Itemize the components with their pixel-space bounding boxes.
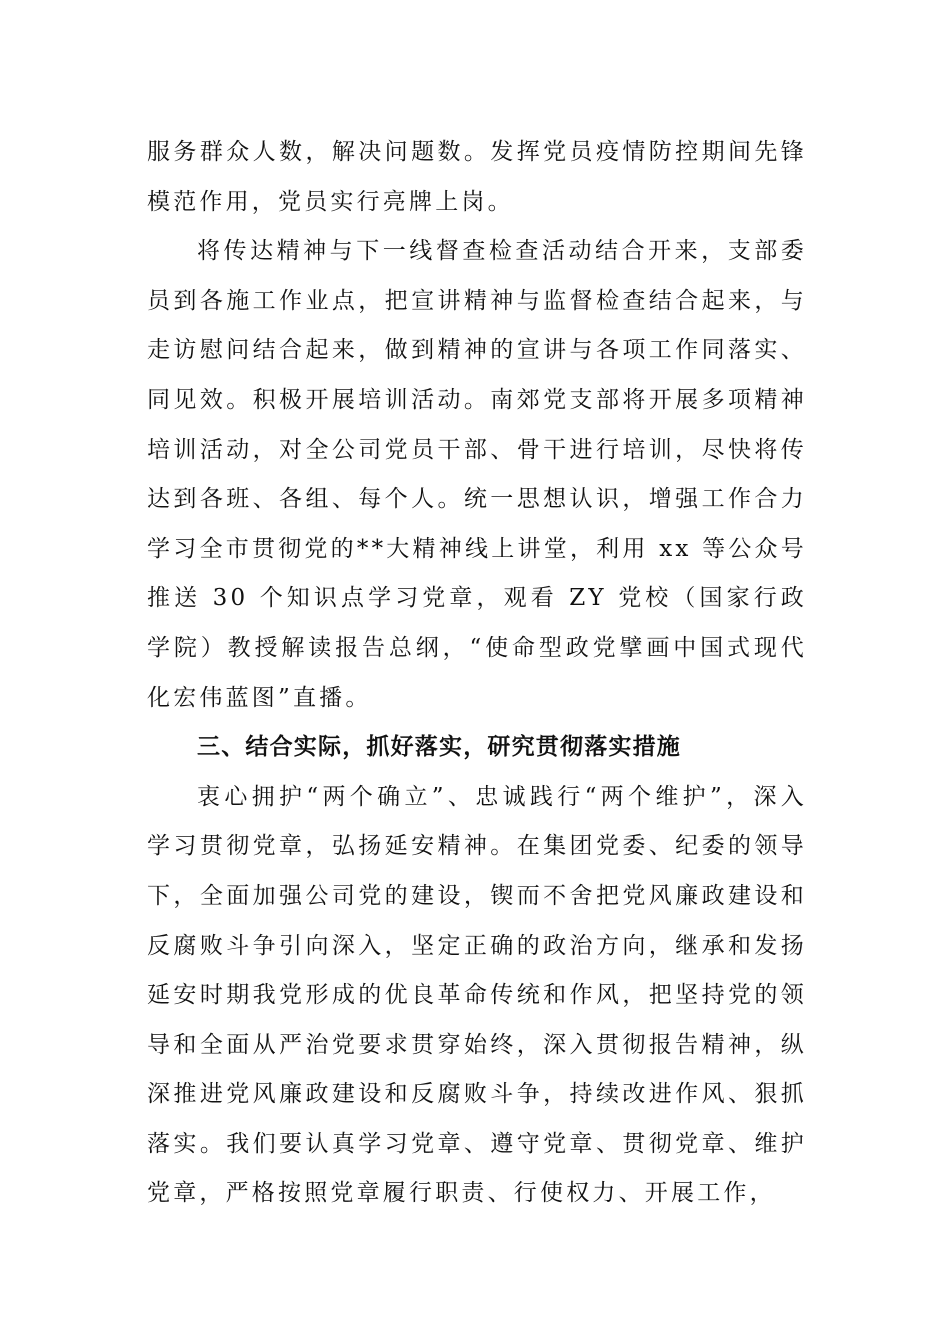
section-heading-3: 三、结合实际，抓好落实，研究贯彻落实措施 bbox=[197, 734, 681, 761]
document-body bbox=[147, 128, 807, 1219]
paragraph-3: 衷心拥护“两个确立”、忠诚践行“两个维护”，深入学习贯彻党章，弘扬延安精神。在集团党委、纪委的领导下，全面加强公司党的建设，锲而不舍把党风廉政建设和反腐败斗争引向深入，坚定正确的政治方向，继承和发扬延安时期我党形成的优良革命传统和作风，把坚持党的领导和全面从严治党要求贯穿始终，深入贯彻报告精神，纵深推进党风廉政建设和反腐败斗争，持续改进作风、狠抓落实。我们要认真学习党章、遵守党章、贯彻党章、维护党章，严格按照党章履行职责、行使权力、开展工作， bbox=[147, 783, 807, 1207]
paragraph-1: 服务群众人数，解决问题数。发挥党员疫情防控期间先锋模范作用，党员实行亮牌上岗。 bbox=[147, 139, 807, 215]
paragraph-2: 将传达精神与下一线督查检查活动结合开来，支部委员到各施工作业点，把宣讲精神与监督检查结合起来，与走访慰问结合起来，做到精神的宣讲与各项工作同落实、同见效。积极开展培训活动。南郊党支部将开展多项精神培训活动，对全公司党员干部、骨干进行培训，尽快将传达到各班、各组、每个人。统一思想认识，增强工作合力学习全市贯彻党的**大精神线上讲堂，利用 xx 等公众号推送 30 个知识点学习党章，观看 ZY 党校（国家行政学院）教授解读报告总纲，“使命型政党擘画中国式现代化宏伟蓝图”直播。 bbox=[147, 238, 807, 711]
